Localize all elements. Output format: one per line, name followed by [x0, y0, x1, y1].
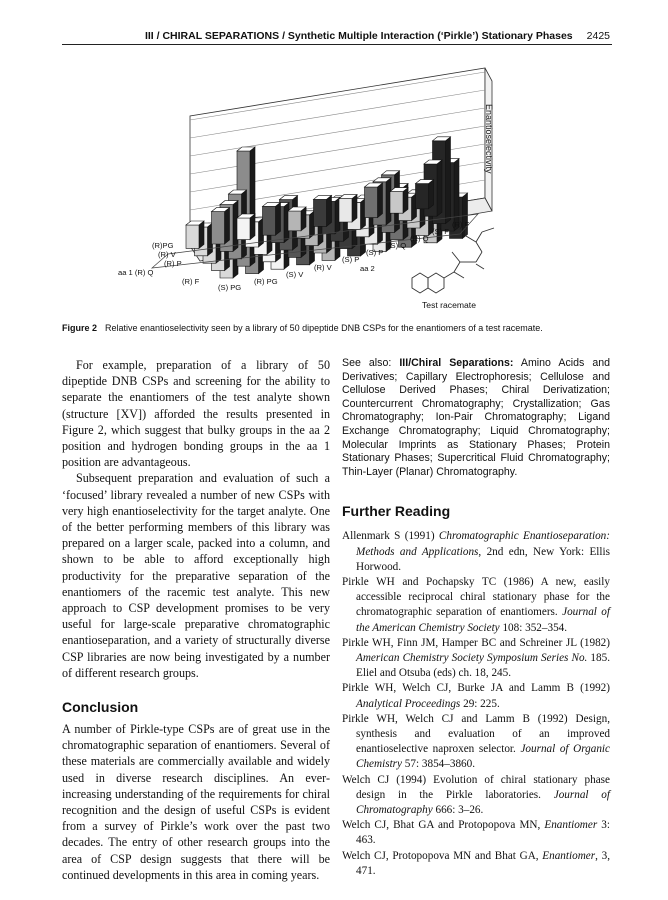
- conclusion-paragraph: A number of Pirkle-type CSPs are of great use in the chromatographic separation of enantiomers. Several of these materials are commercially available and widely used in diverse research disciplines. An ever-increasing understanding of the requirements for chiral recognition and the design of useful CSPs is evident from a survey of Pirkle’s work over the past two decades. The entry of other research groups into the area of CSP design suggests that there will be continued developments in this area in coming years.: [62, 722, 330, 882]
- aa2-label-0: (S) PG: [218, 283, 242, 292]
- z-axis-title: Enantioselectivity: [484, 104, 494, 174]
- aa1-label-1: (R) V: [158, 250, 176, 259]
- reference-item: Pirkle WH and Pochapsky TC (1986) A new, easily accessible reciprocal chiral stationary phase for the chromatographic separation of enantiomers. Journal of the American Chemistry Society 108: 352–354.: [342, 575, 610, 634]
- see-also-block: [342, 357, 610, 479]
- figure-caption: [62, 323, 622, 333]
- aa2-axis-label: aa 2: [360, 264, 375, 273]
- reference-item: Pirkle WH, Welch CJ, Burke JA and Lamm B (1992) Analytical Proceedings 29: 225.: [342, 682, 610, 710]
- reference-item: Pirkle WH, Finn JM, Hamper BC and Schreiner JL (1982) American Chemistry Society Symposium Series No. 185. Eliel and Otsuba (eds) ch. 18, 245.: [342, 636, 610, 680]
- reference-item: Welch CJ, Bhat GA and Protopopova MN, Enantiomer 3: 463.: [342, 819, 610, 847]
- reference-item: Allenmark S (1991) Chromatographic Enantioseparation: Methods and Applications, 2nd edn, New York: Ellis Horwood.: [342, 530, 610, 573]
- bar: [365, 183, 383, 218]
- aa2-label-7: (R) Q: [410, 234, 429, 243]
- bar: [314, 195, 332, 226]
- aa2-label-4: (S) P: [342, 255, 360, 264]
- see-also-links[interactable]: Amino Acids and Derivatives; Capillary Electrophoresis; Cellulose and Cellulose Derived Phases; Chiral Derivatization; Countercurrent Chromatography; Crystallization; Gas Chromatography; Ion-Pair Chromatography; Ligand Exchange Chromatography; Liquid Chromatography; Molecular Imprints as Stationary Phases; Protein Stationary Phases; Supercritical Fluid Chromatography; Thin-Layer (Planar) Chromatography.: [342, 357, 611, 478]
- left-column: [62, 357, 330, 883]
- bar: [212, 208, 230, 244]
- aa2-label-6: (S) Q: [388, 241, 407, 250]
- reference-item: Welch CJ, Protopopova MN and Bhat GA, Enantiomer, 3, 471.: [342, 849, 610, 877]
- aa1-label-3: aa 1 (R) Q: [118, 268, 154, 277]
- running-title: III / CHIRAL SEPARATIONS / Synthetic Multiple Interaction (‘Pirkle’) Stationary Phases: [144, 30, 573, 42]
- enantioselectivity-3d-bar-chart: [118, 56, 530, 318]
- conclusion-heading: Conclusion: [62, 699, 139, 716]
- reference-list: [342, 529, 610, 879]
- body-paragraph-1: For example, preparation of a library of 50 dipeptide DNB CSPs and screening for the ability to separate the enantiomers of the test analyte shown (structure [XV]) afforded the results presented in Figure 2, which suggest that bulky groups in the aa 2 position and hydrogen bonding groups in the aa 1 position are advantageous.: [62, 358, 330, 470]
- reference-item: Welch CJ (1994) Evolution of chiral stationary phase design in the Pirkle laboratories. Journal of Chromatography 666: 3–26.: [342, 773, 611, 816]
- figure-caption-text: Relative enantioselectivity seen by a library of 50 dipeptide DNB CSPs for the enantiomers of a test racemate.: [105, 323, 543, 333]
- figure-2: [118, 56, 530, 318]
- aa2-label-1: (R) PG: [254, 277, 278, 286]
- aa2-label-2: (S) V: [286, 270, 304, 279]
- reference-item: Pirkle WH, Welch CJ and Lamm B (1992) Design, synthesis and evaluation of an improved enantioselective naproxen selector. Journal of Organic Chemistry 57: 3854–3860.: [342, 712, 610, 771]
- aa2-label-8: (S) F: [432, 227, 449, 236]
- page-number: 2425: [586, 30, 610, 42]
- bar: [390, 188, 408, 214]
- aa1-label-4: (R) F: [182, 277, 200, 286]
- right-column: [342, 357, 610, 879]
- structure-caption: Test racemate: [422, 300, 476, 310]
- aa2-label-5: (S) P: [366, 248, 384, 257]
- aa2-label-3: (R) V: [314, 263, 332, 272]
- figure-caption-label: Figure 2: [62, 323, 98, 333]
- bar: [416, 180, 434, 209]
- bar: [237, 214, 255, 240]
- bar: [263, 202, 281, 235]
- aa1-label-0: (R)PG: [152, 241, 174, 250]
- aa1-label-2: (R) P: [164, 259, 182, 268]
- bar: [186, 221, 204, 248]
- aa2-label-9: (R) F: [452, 220, 470, 229]
- header-rule: [62, 44, 612, 45]
- see-also-bold: III/Chiral Separations:: [399, 357, 514, 369]
- see-also-label: See also:: [342, 357, 392, 369]
- running-header: [0, 30, 610, 42]
- bar: [339, 195, 357, 222]
- further-reading-heading: Further Reading: [342, 503, 451, 520]
- bar: [288, 207, 306, 231]
- body-paragraph-2: Subsequent preparation and evaluation of such a ‘focused’ library revealed a number of new CSPs with very high enantioselectivity for the target analyte. One of the better performing members of this library was prepared on a larger scale, packed into a column, and shown to be able to afford exceptionally high productivity for the preparative separation of the enantiomers of the racemic test analyte. This new approach to CSP development promises to be very useful for large-scale preparative chromatographic enantioseparation, and a variety of structurally diverse CSP libraries are now being investigated by a number of different research groups.: [62, 471, 330, 680]
